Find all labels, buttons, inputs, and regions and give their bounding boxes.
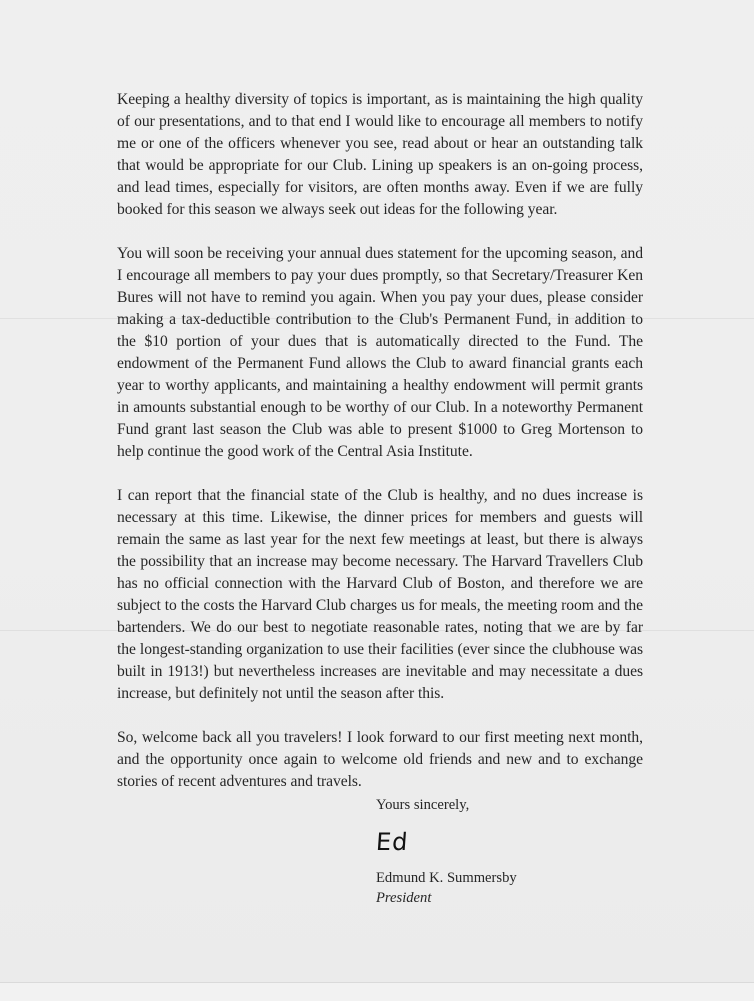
paragraph-welcome: So, welcome back all you travelers! I look forward to our first meeting next month, and the opportunity once again to welcome old friends and new and to exchange stories of recent adventures and travels.: [117, 729, 643, 790]
handwritten-signature: Ed: [375, 828, 410, 856]
paragraph-dues: You will soon be receiving your annual dues statement for the upcoming season, and I encourage all members to pay your dues promptly, so that Secretary/Treasurer Ken Bures will not have to remind you again. When you pay your dues, please consider making a tax-deductible contribution to the Club's Permanent Fund, in addition to the $10 portion of your dues that is automatically directed to the Fund. The endowment of the Permanent Fund allows the Club to award financial grants each year to worthy applicants, and maintaining a healthy endowment will permit grants in amounts substantial enough to be worthy of our Club. In a noteworthy Permanent Fund grant last season the Club was able to present $1000 to Greg Mortenson to help continue the good work of the Central Asia Institute.: [117, 245, 643, 460]
paragraph-finances: I can report that the financial state of the Club is healthy, and no dues increase is necessary at this time. Likewise, the dinner prices for members and guests will remain the same as last year for the next few meetings at least, but there is always the possibility that an increase may become necessary. The Harvard Travellers Club has no official connection with the Harvard Club of Boston, and therefore we are subject to the costs the Harvard Club charges us for meals, the meeting room and the bartenders. We do our best to negotiate reasonable rates, noting that we are by far the longest-standing organization to use their facilities (ever since the clubhouse was built in 1913!) but nevertheless increases are inevitable and may necessitate a dues increase, but definitely not until the season after this.: [117, 487, 643, 702]
letter-body: [117, 89, 643, 815]
signer-name: Edmund K. Summersby: [376, 870, 517, 886]
closing-salutation: Yours sincerely,: [376, 797, 470, 813]
paragraph-speakers: Keeping a healthy diversity of topics is important, as is maintaining the high quality of our presentations, and to that end I would like to encourage all members to notify me or one of the officers whenever you see, read about or hear an outstanding talk that would be appropriate for our Club. Lining up speakers is an on-going process, and lead times, especially for visitors, are often months away. Even if we are fully booked for this season we always seek out ideas for the following year.: [117, 91, 643, 218]
page-edge: [0, 982, 754, 1001]
signer-title: President: [376, 890, 432, 906]
